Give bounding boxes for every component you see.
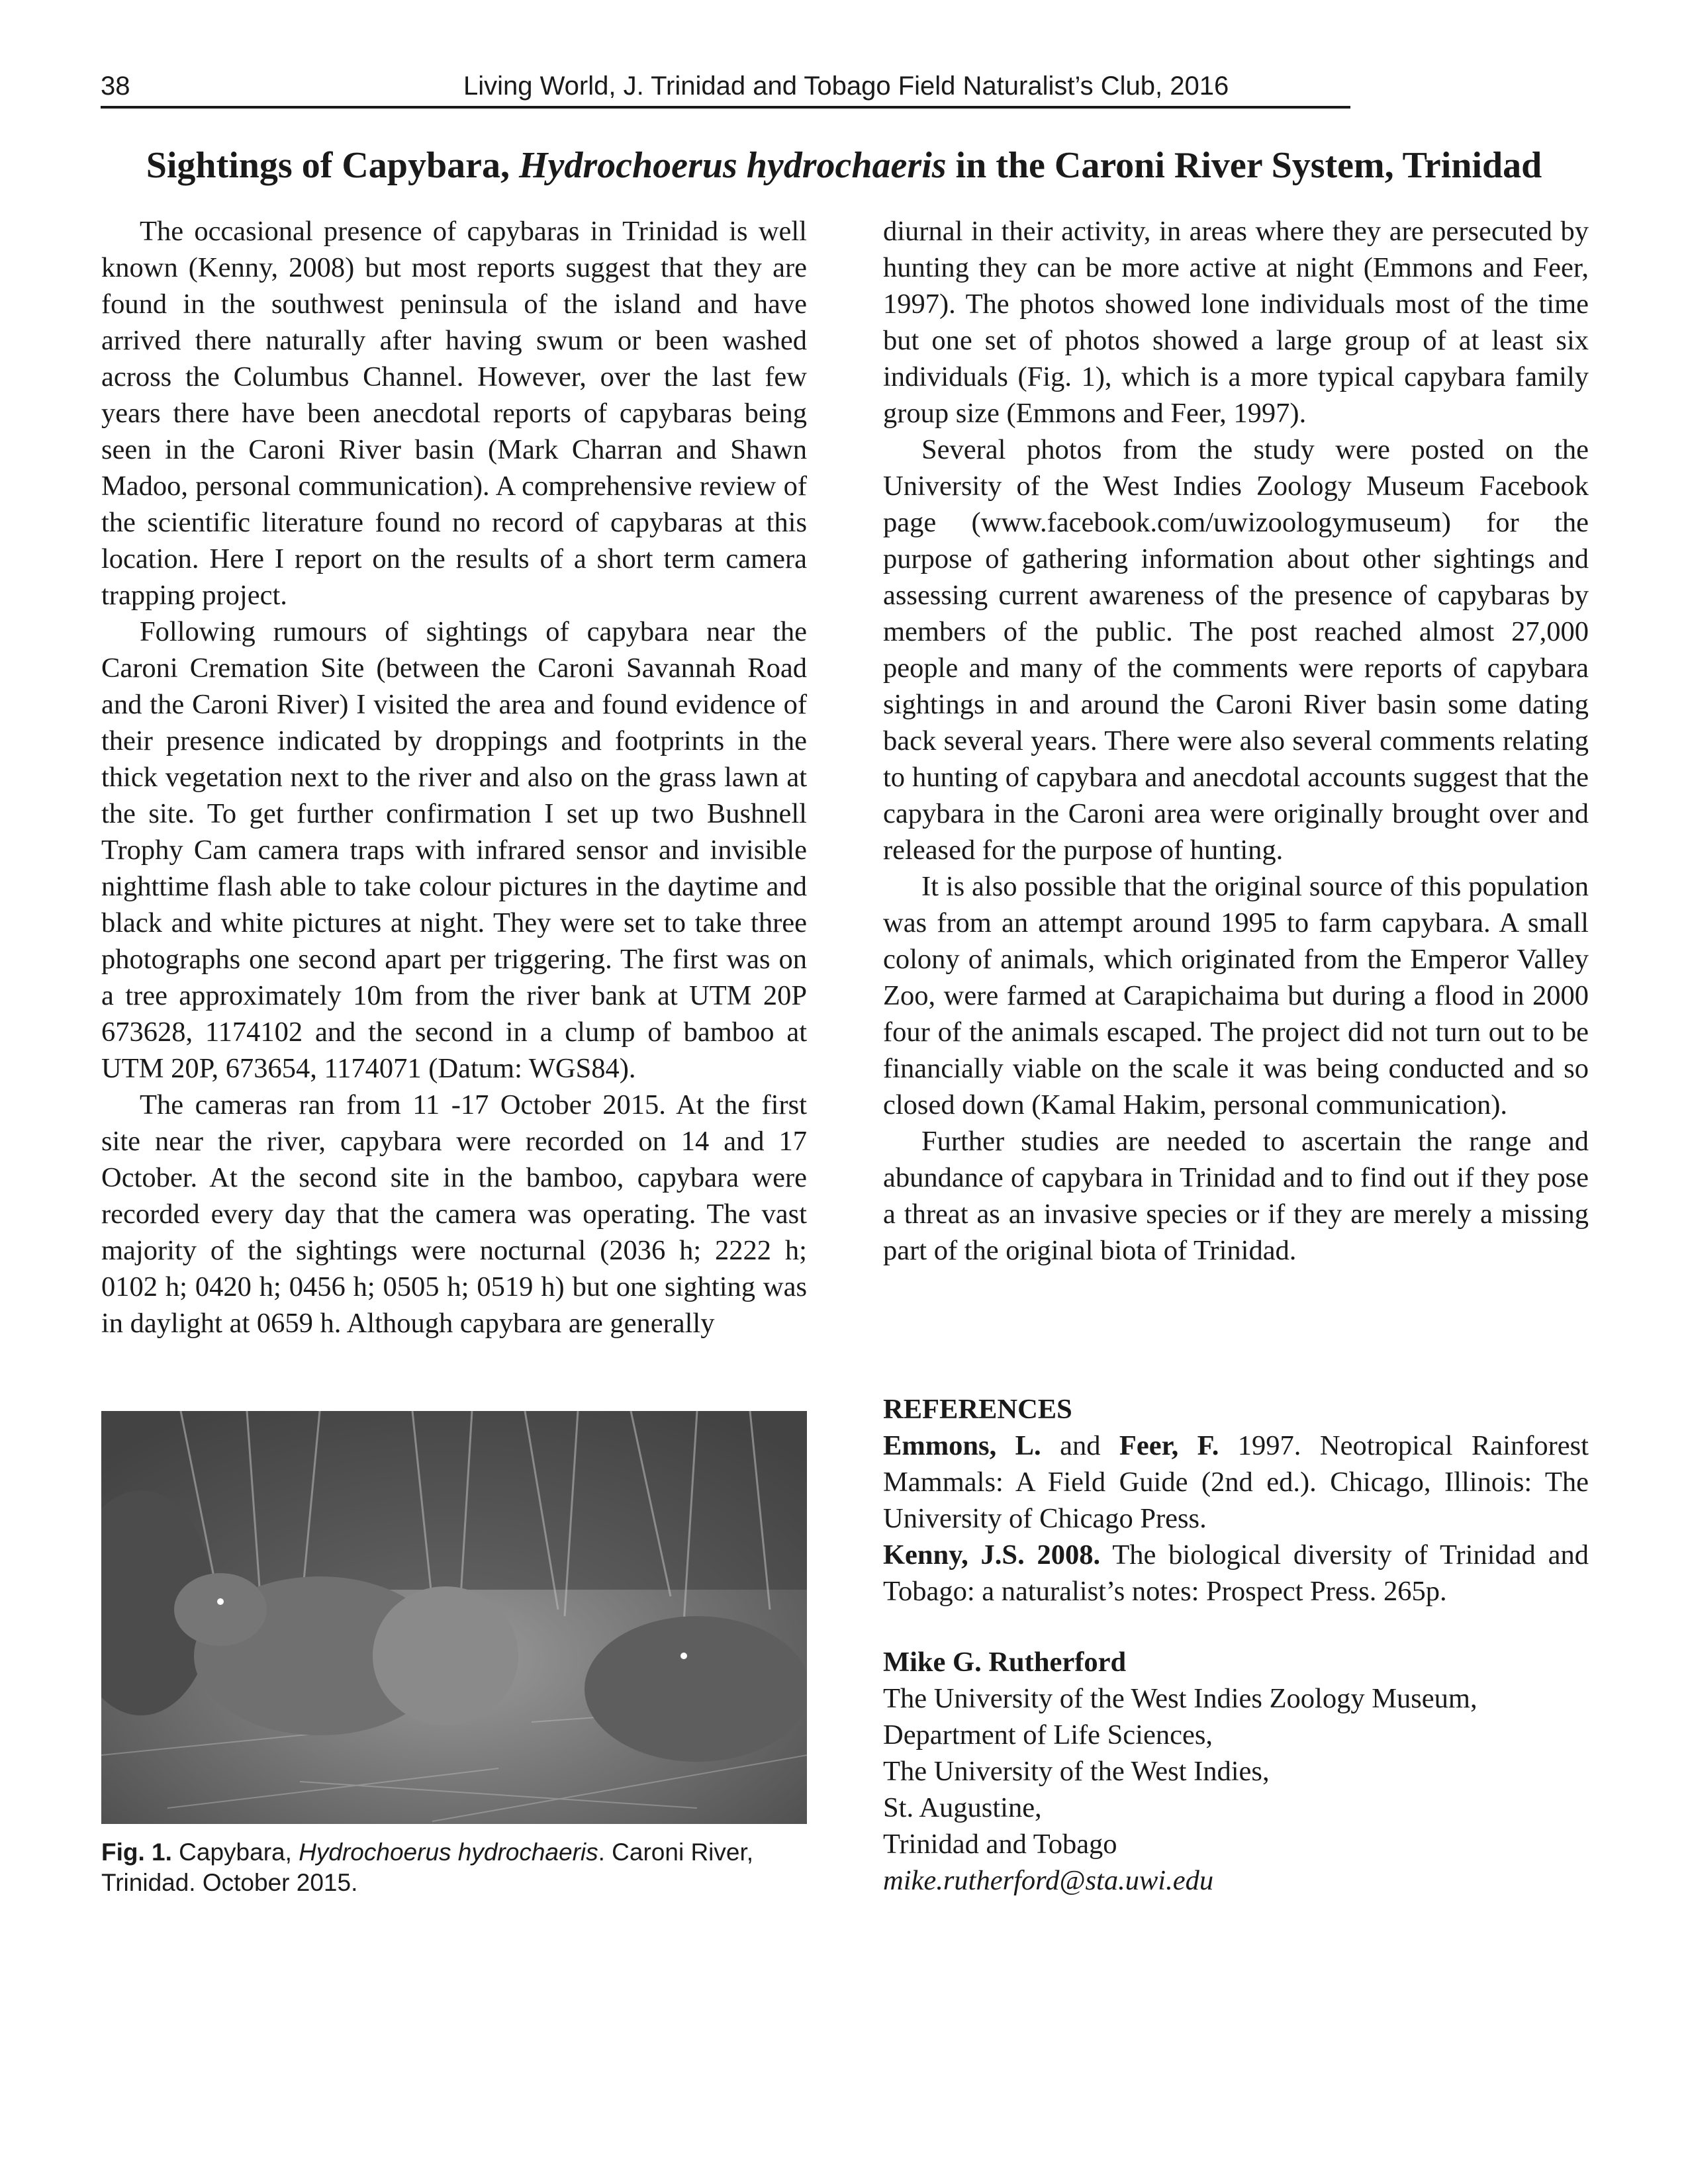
body-paragraph: It is also possible that the original source of this population was from an attempt around 1995 to farm capybara. A small colony of animals, which originated from the Emperor Valley Zoo, were farmed at Carapichaima but during a flood in 2000 four of the animals escaped. The project did not turn out to be financially viable on the scale it was being conducted and so closed down (Kamal Hakim, personal communication). [883,871,1589,1120]
references-heading: REFERENCES [883,1394,1072,1425]
references-section [883,1391,1589,1610]
author-affiliation-line: St. Augustine, [883,1792,1042,1823]
body-paragraph: Further studies are needed to ascertain the range and abundance of capybara in Trinidad and to find out if they pose a threat as an invasive species or if they are merely a missing part of the original biota of Trinidad. [883,1126,1589,1266]
author-name: Mike G. Rutherford [883,1647,1127,1678]
figure-species: Hydrochoerus hydrochaeris [299,1839,598,1866]
body-paragraph: Following rumours of sightings of capybara near the Caroni Cremation Site (between the Caroni Savannah Road and the Caroni River) I visited the area and found evidence of their presence indicated by droppings and footprints in the thick vegetation next to the river and also on the grass lawn at the site. To get further confirmation I set up two Bushnell Trophy Cam camera traps with infrared sensor and invisible nighttime flash able to take colour pictures in the daytime and black and white pictures at night. They were set to take three photographs one second apart per triggering. The first was on a tree approximately 10m from the river bank at UTM 20P 673628, 1174102 and the second in a clump of bamboo at UTM 20P, 673654, 1174071 (Datum: WGS84). [101,616,807,1084]
body-paragraph: diurnal in their activity, in areas where they are persecuted by hunting they can be more active at night (Emmons and Feer, 1997). The photos showed lone individuals most of the time but one set of photos showed a large group of at least six individuals (Fig. 1), which is a more typical capybara family group size (Emmons and Feer, 1997). [883,216,1589,429]
article-title [101,144,1587,187]
figure-caption-text: Capybara, [171,1839,299,1866]
left-column [101,213,807,1342]
reference-author: Emmons, L. [883,1430,1041,1461]
author-email[interactable]: mike.rutherford@sta.uwi.edu [883,1865,1214,1896]
author-affiliation-line: Department of Life Sciences, [883,1719,1213,1751]
figure-caption [101,1837,807,1898]
running-head: Living World, J. Trinidad and Tobago Field Naturalist’s Club, 2016 [463,71,1229,101]
capybara-photo [101,1411,807,1824]
right-column [883,213,1589,1269]
author-affiliation-line: The University of the West Indies, [883,1756,1270,1787]
reference-author: Kenny, J.S. [883,1539,1025,1570]
reference-joiner: and [1041,1430,1119,1461]
author-affiliation-line: The University of the West Indies Zoology Museum, [883,1683,1477,1714]
author-affiliation-line: Trinidad and Tobago [883,1829,1117,1860]
page-number: 38 [101,71,130,101]
reference-year: 1997. [1219,1430,1301,1461]
reference-text: The biological diversity of Trinidad and Tobago: a naturalist’s notes: Prospect Press. 265p. [883,1539,1589,1607]
figure-label: Fig. 1. [101,1839,172,1866]
reference-year: 2008. [1024,1539,1101,1570]
body-paragraph: Several photos from the study were posted on the University of the West Indies Zoology Museum Facebook page (www.facebook.com/uwizoologymuseum) for the purpose of gathering information about other sightings and assessing current awareness of the presence of capybaras by members of the public. The post reached almost 27,000 people and many of the comments were reports of capybara sightings in and around the Caroni River basin some dating back several years. There were also several comments relating to hunting of capybara and anecdotal accounts suggest that the capybara in the Caroni area were originally brought over and released for the purpose of hunting. [883,434,1589,866]
title-text-before: Sightings of Capybara, [146,145,519,186]
reference-author: Feer, F. [1119,1430,1219,1461]
figure-caption-text: . Caroni River, Trinidad. October 2015. [101,1839,754,1896]
reference-text: Neotropical Rainforest Mammals: A Field Guide (2nd ed.). Chicago, Illinois: The University of Chicago Press. [883,1430,1589,1534]
author-block [883,1644,1589,1899]
title-species: Hydrochoerus hydrochaeris [518,145,947,186]
body-paragraph: The cameras ran from 11 -17 October 2015. At the first site near the river, capybara were recorded on 14 and 17 October. At the second site in the bamboo, capybara were recorded every day that the camera was operating. The vast majority of the sightings were nocturnal (2036 h; 2222 h; 0102 h; 0420 h; 0456 h; 0505 h; 0519 h) but one sighting was in daylight at 0659 h. Although capybara are generally [101,1089,807,1339]
reference-item [883,1428,1589,1537]
body-paragraph: The occasional presence of capybaras in Trinidad is well known (Kenny, 2008) but most reports suggest that they are found in the southwest peninsula of the island and have arrived there naturally after having swum or been washed across the Columbus Channel. However, over the last few years there have been anecdotal reports of capybaras being seen in the Caroni River basin (Mark Charran and Shawn Madoo, personal communication). A comprehensive review of the scientific literature found no record of capybaras at this location. Here I report on the results of a short term camera trapping project. [101,216,807,611]
reference-item [883,1537,1589,1610]
page-header [101,66,1350,109]
title-text-after: in the Caroni River System, Trinidad [946,145,1542,186]
